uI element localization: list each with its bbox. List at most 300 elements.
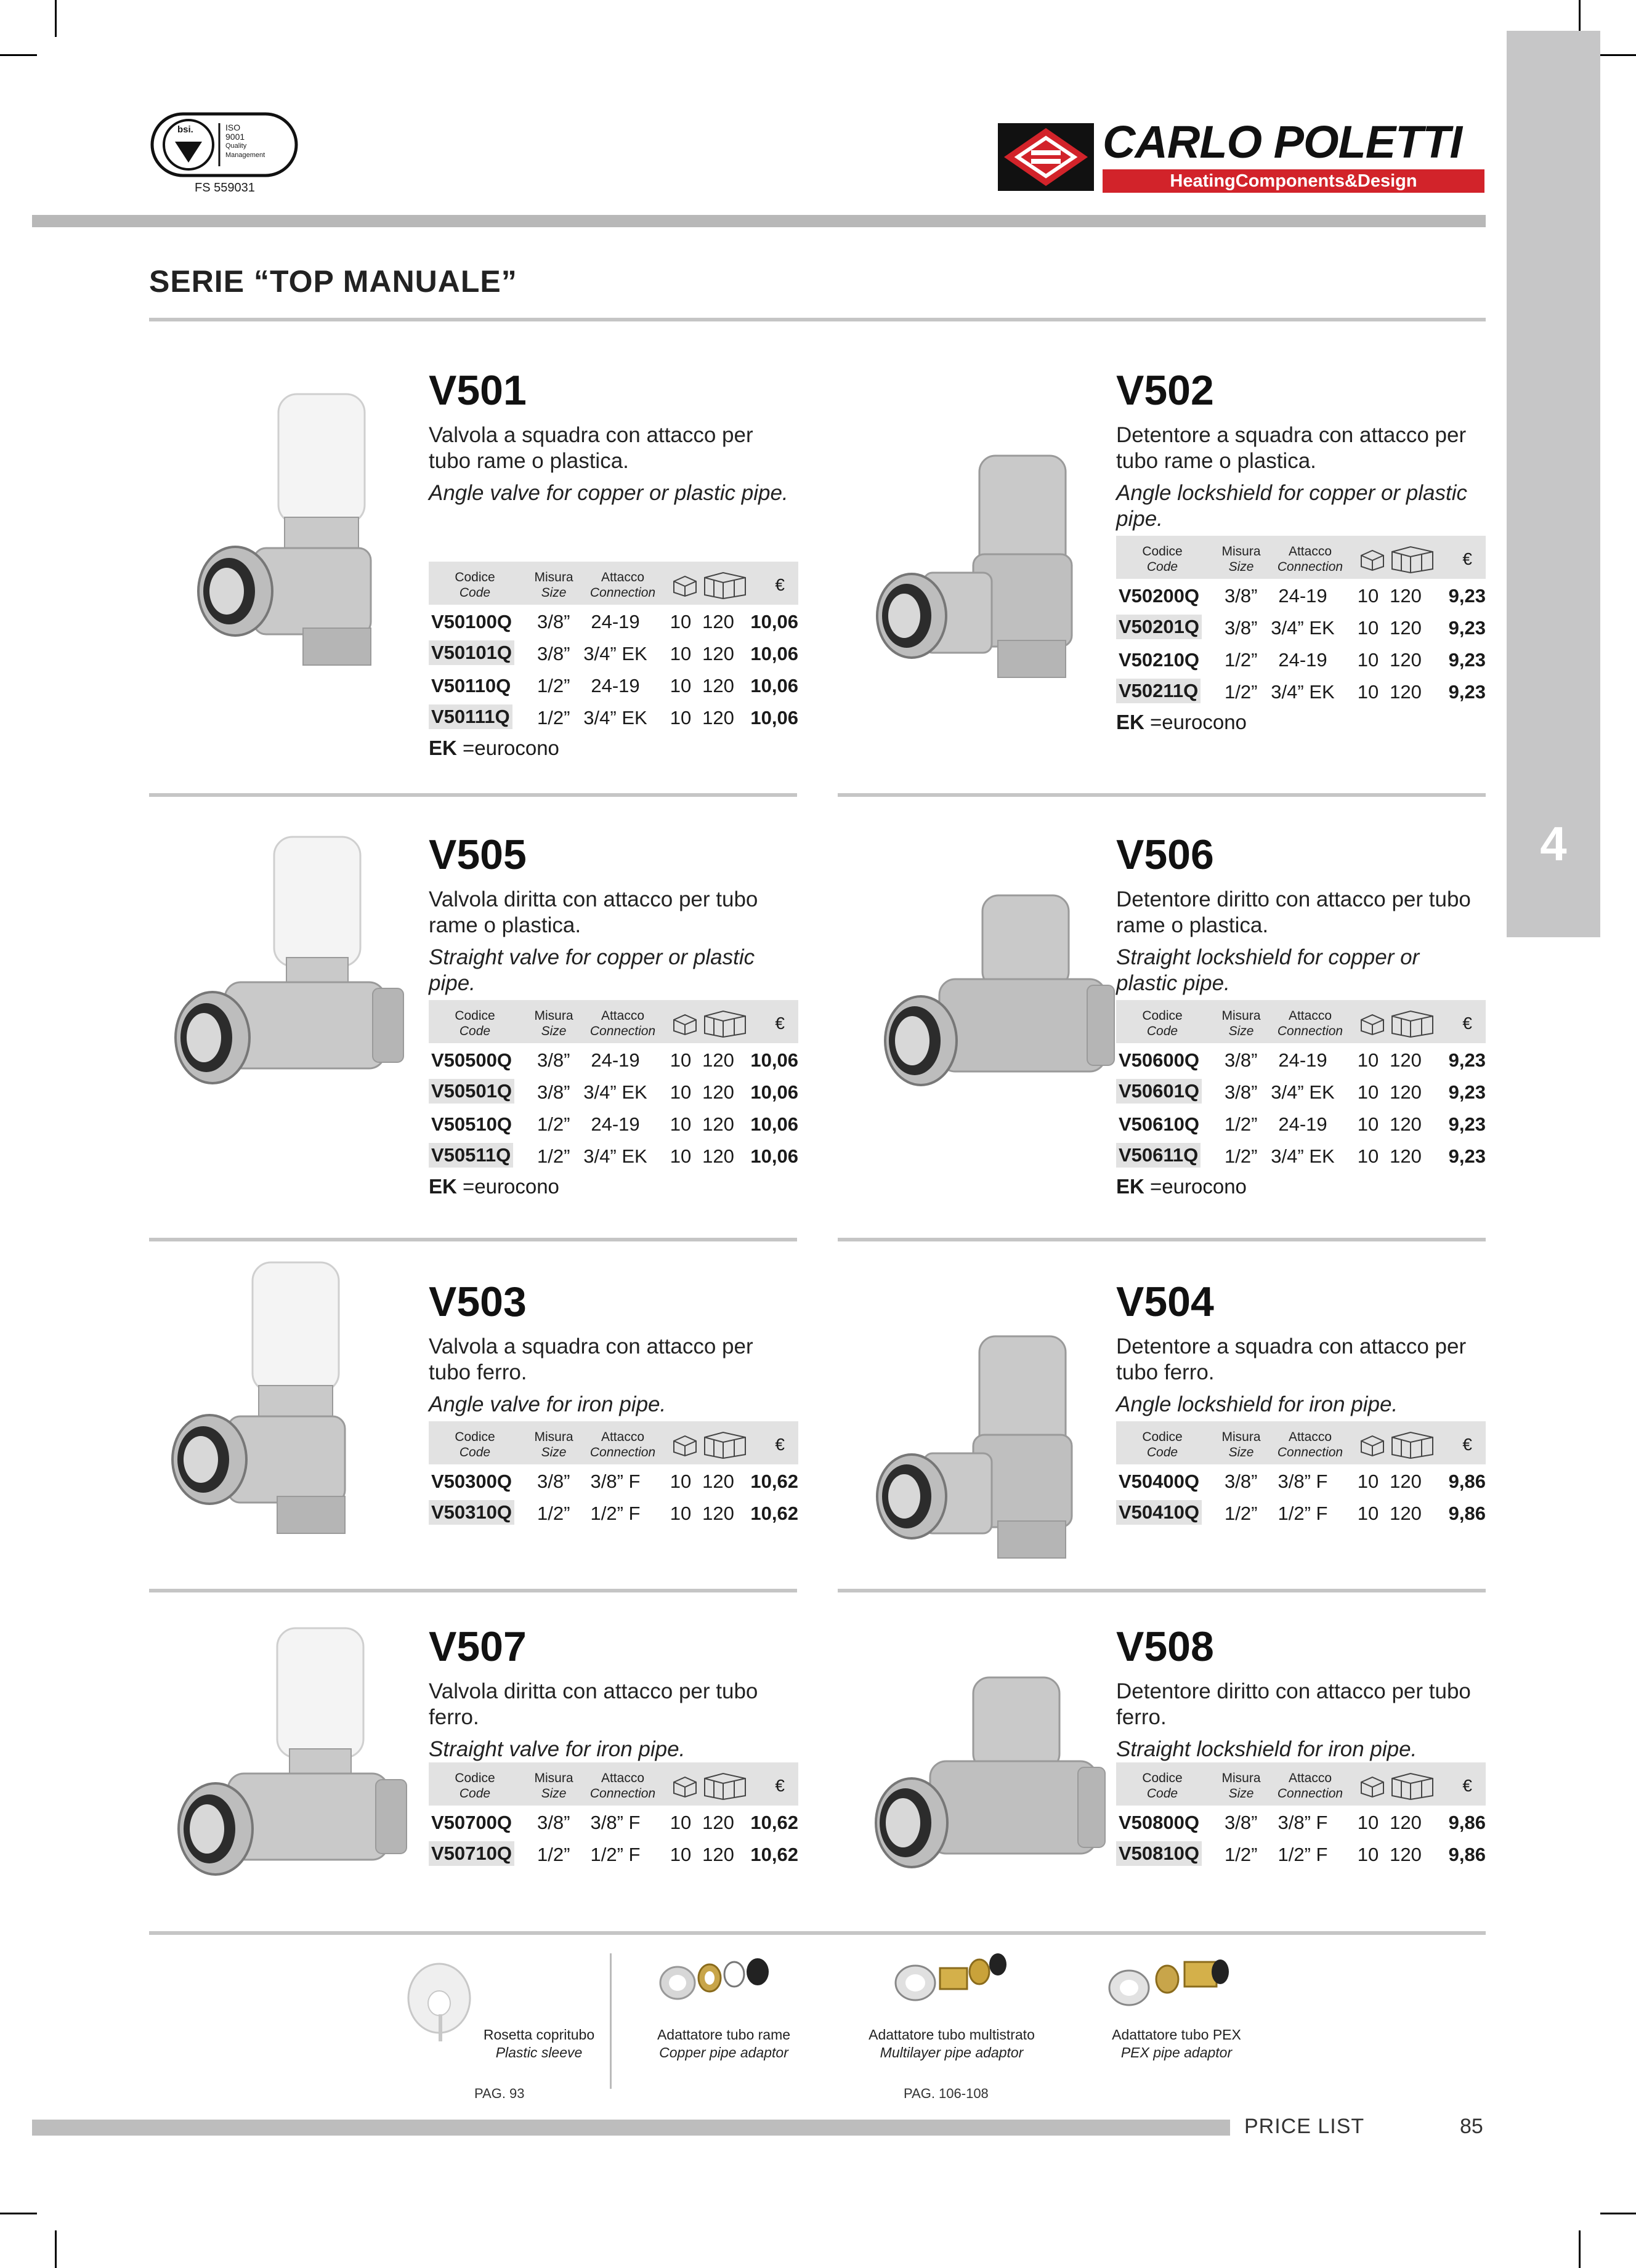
product-code: V50501Q bbox=[429, 1079, 514, 1104]
section-divider-rule bbox=[149, 793, 797, 797]
pack-quantity: 10 bbox=[1357, 1471, 1379, 1492]
pack-quantity: 10 bbox=[670, 643, 692, 664]
small-box-icon bbox=[671, 1775, 696, 1796]
header-connection: Attacco Connection bbox=[1277, 544, 1343, 574]
product-price: 9,23 bbox=[1448, 1049, 1486, 1071]
table-row bbox=[1116, 1464, 1486, 1496]
table-row bbox=[429, 701, 798, 733]
header-connection: Attacco Connection bbox=[1277, 1430, 1343, 1459]
header-size: Misura Size bbox=[1221, 544, 1261, 574]
product-title: V504 bbox=[1116, 1278, 1214, 1325]
header-code: Codice Code bbox=[455, 1430, 495, 1459]
product-size: 3/8” bbox=[537, 1081, 570, 1103]
product-description-en: Angle lockshield for copper or plastic pipe. bbox=[1116, 481, 1468, 531]
product-size: 3/8” bbox=[1225, 1471, 1258, 1492]
table-row bbox=[1116, 1075, 1486, 1107]
product-code: V50211Q bbox=[1116, 679, 1201, 703]
large-box-icon bbox=[702, 1430, 748, 1451]
product-price: 9,23 bbox=[1448, 1113, 1486, 1135]
product-description-it: Detentore diritto con attacco per tubo ferro. bbox=[1116, 1679, 1471, 1729]
pack-quantity: 10 bbox=[1357, 649, 1379, 671]
product-price: 9,86 bbox=[1448, 1471, 1486, 1492]
crop-mark bbox=[55, 0, 57, 37]
product-connection: 3/4” EK bbox=[583, 707, 647, 728]
large-box-icon bbox=[1390, 1771, 1435, 1792]
large-box-icon bbox=[1390, 1009, 1435, 1030]
product-connection: 1/2” F bbox=[1278, 1844, 1328, 1865]
pack-quantity: 10 bbox=[670, 1081, 692, 1103]
product-code: V50110Q bbox=[431, 675, 511, 696]
product-connection: 3/8” F bbox=[1278, 1812, 1328, 1833]
product-code: V50700Q bbox=[431, 1812, 512, 1833]
v502-product-text bbox=[1116, 369, 1486, 532]
header-size: Misura Size bbox=[1221, 1430, 1261, 1459]
product-price: 9,23 bbox=[1448, 649, 1486, 671]
box-quantity: 120 bbox=[1390, 617, 1422, 639]
product-price: 10,62 bbox=[750, 1503, 798, 1524]
product-size: 1/2” bbox=[1225, 1503, 1258, 1524]
v508-product-image bbox=[862, 1675, 1109, 1912]
header-price: € bbox=[775, 1776, 785, 1795]
small-box-icon bbox=[1359, 1012, 1383, 1033]
box-quantity: 120 bbox=[702, 1471, 734, 1492]
box-quantity: 120 bbox=[702, 1844, 734, 1865]
box-quantity: 120 bbox=[1390, 1503, 1422, 1524]
accessory-name-en: PEX pipe adaptor bbox=[1120, 2044, 1233, 2060]
header-size: Misura Size bbox=[534, 570, 573, 600]
price-table-header bbox=[1116, 536, 1486, 579]
product-price: 10,62 bbox=[750, 1812, 798, 1833]
product-description-en: Straight valve for copper or plastic pipe. bbox=[429, 945, 755, 995]
product-code: V50601Q bbox=[1116, 1079, 1202, 1104]
eurocono-note: EK =eurocono bbox=[1116, 711, 1247, 733]
table-row bbox=[1116, 1107, 1486, 1139]
price-table-header bbox=[1116, 1000, 1486, 1043]
product-price: 10,06 bbox=[750, 643, 798, 664]
header-connection: Attacco Connection bbox=[1277, 1009, 1343, 1038]
product-code: V50510Q bbox=[431, 1113, 512, 1135]
accessories-top-rule bbox=[149, 1931, 1486, 1935]
crop-mark bbox=[0, 54, 37, 56]
product-title: V506 bbox=[1116, 831, 1214, 878]
product-price: 10,06 bbox=[750, 675, 798, 696]
product-code: V50111Q bbox=[429, 704, 512, 729]
v504-product-text bbox=[1116, 1278, 1486, 1418]
crop-mark bbox=[55, 2230, 57, 2268]
product-size: 1/2” bbox=[537, 675, 570, 696]
product-size: 1/2” bbox=[1225, 1844, 1258, 1865]
plastic-sleeve-image bbox=[403, 1955, 477, 2048]
table-row bbox=[429, 1838, 798, 1870]
v503-price-table bbox=[429, 1421, 798, 1528]
box-quantity: 120 bbox=[1390, 1113, 1422, 1135]
box-quantity: 120 bbox=[702, 1145, 734, 1167]
product-size: 3/8” bbox=[1225, 585, 1258, 607]
header-code: Codice Code bbox=[1142, 544, 1183, 574]
product-price: 10,06 bbox=[750, 1049, 798, 1071]
product-code: V50300Q bbox=[431, 1471, 512, 1492]
pack-quantity: 10 bbox=[1357, 617, 1379, 639]
product-size: 3/8” bbox=[1225, 1081, 1258, 1103]
v502-price-table bbox=[1116, 536, 1486, 734]
pack-quantity: 10 bbox=[670, 1503, 692, 1524]
product-size: 3/8” bbox=[537, 611, 570, 632]
cert-badge-text: ISO 9001 Quality Management bbox=[225, 123, 265, 159]
table-row bbox=[429, 1107, 798, 1139]
eurocono-note: EK =eurocono bbox=[429, 1175, 559, 1198]
product-description-it: Valvola diritta con attacco per tubo ferro. bbox=[429, 1679, 758, 1729]
header-size: Misura Size bbox=[1221, 1009, 1261, 1038]
table-row bbox=[1116, 643, 1486, 675]
product-code: V50200Q bbox=[1119, 585, 1199, 607]
v505-product-image bbox=[163, 834, 410, 1096]
product-code: V50710Q bbox=[429, 1841, 514, 1866]
product-code: V50611Q bbox=[1116, 1143, 1201, 1168]
product-price: 10,06 bbox=[750, 611, 798, 632]
table-row bbox=[1116, 1043, 1486, 1075]
pack-quantity: 10 bbox=[670, 1113, 692, 1135]
header-price: € bbox=[775, 1014, 785, 1033]
header-price: € bbox=[1462, 1014, 1472, 1033]
section-divider-rule bbox=[838, 1589, 1486, 1592]
pack-quantity: 10 bbox=[670, 1145, 692, 1167]
pack-quantity: 10 bbox=[670, 1049, 692, 1071]
crop-mark bbox=[1600, 2213, 1636, 2214]
product-connection: 1/2” F bbox=[590, 1844, 641, 1865]
product-code: V50100Q bbox=[431, 611, 512, 632]
accessory-name-it: Adattatore tubo PEX bbox=[1112, 2027, 1241, 2043]
large-box-icon bbox=[1390, 544, 1435, 565]
product-connection: 3/4” EK bbox=[1271, 617, 1335, 639]
price-table-header bbox=[429, 1762, 798, 1806]
accessory-name-it: Adattatore tubo rame bbox=[657, 2027, 791, 2043]
v501-product-image bbox=[192, 388, 402, 674]
price-table-header bbox=[429, 1000, 798, 1043]
box-quantity: 120 bbox=[1390, 1471, 1422, 1492]
brand-tagline: HeatingComponents&Design bbox=[1103, 169, 1484, 193]
section-title-rule bbox=[149, 318, 1486, 321]
v503-product-text bbox=[429, 1278, 798, 1418]
accessory-name-it: Adattatore tubo multistrato bbox=[869, 2027, 1035, 2043]
large-box-icon bbox=[702, 570, 748, 591]
product-connection: 24-19 bbox=[1278, 649, 1327, 671]
header-divider-bar bbox=[32, 215, 1486, 227]
small-box-icon bbox=[671, 574, 696, 595]
product-code: V50210Q bbox=[1119, 649, 1199, 671]
product-connection: 3/4” EK bbox=[583, 1081, 647, 1103]
product-size: 1/2” bbox=[537, 1113, 570, 1135]
product-code: V50511Q bbox=[429, 1143, 513, 1168]
product-code: V50101Q bbox=[429, 640, 514, 665]
pack-quantity: 10 bbox=[670, 1471, 692, 1492]
copper-adaptor-image bbox=[659, 1952, 795, 2001]
v507-product-text bbox=[429, 1623, 798, 1762]
header-connection: Attacco Connection bbox=[1277, 1771, 1343, 1801]
table-row bbox=[429, 1139, 798, 1171]
v507-price-table bbox=[429, 1762, 798, 1870]
header-size: Misura Size bbox=[534, 1771, 573, 1801]
v501-price-table bbox=[429, 562, 798, 760]
v504-product-image bbox=[869, 1330, 1078, 1580]
product-connection: 24-19 bbox=[591, 1049, 640, 1071]
box-quantity: 120 bbox=[1390, 585, 1422, 607]
product-connection: 3/4” EK bbox=[1271, 1145, 1335, 1167]
box-quantity: 120 bbox=[1390, 1081, 1422, 1103]
v505-product-text bbox=[429, 831, 798, 996]
small-box-icon bbox=[1359, 1775, 1383, 1796]
box-quantity: 120 bbox=[702, 643, 734, 664]
table-row bbox=[1116, 675, 1486, 707]
chapter-side-tab bbox=[1507, 31, 1600, 937]
table-row bbox=[429, 1496, 798, 1528]
v504-price-table bbox=[1116, 1421, 1486, 1528]
header-code: Codice Code bbox=[1142, 1430, 1183, 1459]
box-quantity: 120 bbox=[702, 1812, 734, 1833]
table-row bbox=[429, 1806, 798, 1838]
section-divider-rule bbox=[838, 793, 1486, 797]
iso-certification-logo bbox=[150, 112, 298, 177]
product-description-en: Angle valve for copper or plastic pipe. bbox=[429, 481, 788, 505]
crop-mark bbox=[1600, 54, 1636, 56]
product-size: 3/8” bbox=[1225, 1049, 1258, 1071]
box-quantity: 120 bbox=[1390, 1844, 1422, 1865]
product-size: 1/2” bbox=[537, 1503, 570, 1524]
brand-logo-mark bbox=[998, 123, 1094, 191]
product-price: 10,06 bbox=[750, 1113, 798, 1135]
header-code: Codice Code bbox=[455, 570, 495, 600]
product-price: 9,23 bbox=[1448, 617, 1486, 639]
table-row bbox=[429, 1075, 798, 1107]
accessory-name-it: Rosetta copritubo bbox=[483, 2027, 595, 2043]
product-connection: 24-19 bbox=[1278, 1113, 1327, 1135]
pack-quantity: 10 bbox=[670, 1844, 692, 1865]
header-connection: Attacco Connection bbox=[589, 570, 656, 600]
product-size: 3/8” bbox=[1225, 617, 1258, 639]
product-connection: 3/4” EK bbox=[583, 1145, 647, 1167]
product-code: V50610Q bbox=[1119, 1113, 1199, 1135]
crop-mark bbox=[0, 2213, 37, 2214]
product-code: V50201Q bbox=[1116, 615, 1202, 639]
header-connection: Attacco Connection bbox=[589, 1430, 656, 1459]
eurocono-note: EK =eurocono bbox=[1116, 1175, 1247, 1198]
accessory-caption bbox=[1087, 2026, 1266, 2062]
footer-label: PRICE LIST bbox=[1244, 2115, 1365, 2138]
product-size: 1/2” bbox=[1225, 1145, 1258, 1167]
header-connection: Attacco Connection bbox=[589, 1771, 656, 1801]
product-connection: 3/4” EK bbox=[1271, 1081, 1335, 1103]
pack-quantity: 10 bbox=[670, 675, 692, 696]
product-price: 10,06 bbox=[750, 707, 798, 728]
box-quantity: 120 bbox=[702, 707, 734, 728]
multilayer-adaptor-image bbox=[893, 1947, 1016, 2003]
product-description-en: Straight lockshield for copper or plastic pipe. bbox=[1116, 945, 1420, 995]
product-price: 9,23 bbox=[1448, 1081, 1486, 1103]
header-connection: Attacco Connection bbox=[589, 1009, 656, 1038]
table-row bbox=[429, 1464, 798, 1496]
product-connection: 24-19 bbox=[591, 675, 640, 696]
product-size: 3/8” bbox=[537, 1471, 570, 1492]
product-description-it: Valvola a squadra con attacco per tubo rame o plastica. bbox=[429, 423, 753, 473]
box-quantity: 120 bbox=[1390, 649, 1422, 671]
v508-product-text bbox=[1116, 1623, 1486, 1762]
product-size: 1/2” bbox=[537, 1145, 570, 1167]
product-size: 1/2” bbox=[1225, 1113, 1258, 1135]
eurocono-note: EK =eurocono bbox=[429, 736, 559, 759]
product-connection: 3/4” EK bbox=[1271, 681, 1335, 703]
v506-product-image bbox=[872, 893, 1118, 1130]
product-price: 10,62 bbox=[750, 1471, 798, 1492]
box-quantity: 120 bbox=[1390, 1812, 1422, 1833]
header-price: € bbox=[1462, 1435, 1472, 1454]
header-code: Codice Code bbox=[1142, 1009, 1183, 1038]
table-row bbox=[1116, 1838, 1486, 1870]
accessory-name-en: Multilayer pipe adaptor bbox=[880, 2044, 1024, 2060]
product-description-it: Detentore diritto con attacco per tubo rame o plastica. bbox=[1116, 887, 1471, 937]
footer-bar bbox=[32, 2120, 1230, 2136]
v505-price-table bbox=[429, 1000, 798, 1198]
box-quantity: 120 bbox=[1390, 1049, 1422, 1071]
product-description-it: Valvola diritta con attacco per tubo rame o plastica. bbox=[429, 887, 758, 937]
product-price: 9,23 bbox=[1448, 681, 1486, 703]
pack-quantity: 10 bbox=[1357, 1049, 1379, 1071]
product-code: V50410Q bbox=[1116, 1500, 1202, 1525]
table-row bbox=[1116, 611, 1486, 643]
product-connection: 24-19 bbox=[591, 1113, 640, 1135]
product-size: 3/8” bbox=[537, 1049, 570, 1071]
chapter-number: 4 bbox=[1540, 817, 1567, 871]
crop-mark bbox=[1579, 2230, 1581, 2268]
large-box-icon bbox=[702, 1009, 748, 1030]
header-size: Misura Size bbox=[1221, 1771, 1261, 1801]
product-price: 10,06 bbox=[750, 1145, 798, 1167]
accessory-caption bbox=[641, 2026, 807, 2062]
product-connection: 3/8” F bbox=[1278, 1471, 1328, 1492]
product-description-it: Detentore a squadra con attacco per tubo ferro. bbox=[1116, 1334, 1467, 1384]
pack-quantity: 10 bbox=[1357, 681, 1379, 703]
header-size: Misura Size bbox=[534, 1009, 573, 1038]
table-row bbox=[429, 669, 798, 701]
v508-price-table bbox=[1116, 1762, 1486, 1870]
product-code: V50310Q bbox=[429, 1500, 514, 1525]
product-title: V502 bbox=[1116, 367, 1214, 414]
product-title: V503 bbox=[429, 1278, 527, 1325]
pack-quantity: 10 bbox=[670, 1812, 692, 1833]
pack-quantity: 10 bbox=[1357, 1812, 1379, 1833]
table-row bbox=[429, 605, 798, 637]
price-table-header bbox=[429, 562, 798, 605]
product-code: V50600Q bbox=[1119, 1049, 1199, 1071]
product-code: V50500Q bbox=[431, 1049, 512, 1071]
box-quantity: 120 bbox=[702, 1113, 734, 1135]
product-size: 1/2” bbox=[537, 1844, 570, 1865]
accessory-name-en: Plastic sleeve bbox=[495, 2044, 583, 2060]
product-size: 3/8” bbox=[1225, 1812, 1258, 1833]
page-number: 85 bbox=[1460, 2115, 1483, 2138]
box-quantity: 120 bbox=[702, 1049, 734, 1071]
header-price: € bbox=[775, 1435, 785, 1454]
v502-product-image bbox=[869, 450, 1078, 699]
large-box-icon bbox=[702, 1771, 748, 1792]
small-box-icon bbox=[1359, 548, 1383, 569]
box-quantity: 120 bbox=[702, 1503, 734, 1524]
product-price: 9,86 bbox=[1448, 1844, 1486, 1865]
small-box-icon bbox=[671, 1434, 696, 1455]
cert-code: FS 559031 bbox=[195, 181, 255, 195]
product-description-it: Valvola a squadra con attacco per tubo ferro. bbox=[429, 1334, 753, 1384]
product-code: V50810Q bbox=[1116, 1841, 1202, 1866]
product-price: 9,23 bbox=[1448, 585, 1486, 607]
box-quantity: 120 bbox=[1390, 1145, 1422, 1167]
header-price: € bbox=[1462, 1776, 1472, 1795]
page-ref-adaptors: PAG. 106-108 bbox=[904, 2086, 989, 2101]
v501-product-text bbox=[429, 369, 798, 506]
product-price: 9,23 bbox=[1448, 1145, 1486, 1167]
small-box-icon bbox=[671, 1012, 696, 1033]
small-box-icon bbox=[1359, 1434, 1383, 1455]
pack-quantity: 10 bbox=[1357, 1844, 1379, 1865]
product-code: V50400Q bbox=[1119, 1471, 1199, 1492]
product-price: 10,62 bbox=[750, 1844, 798, 1865]
product-title: V505 bbox=[429, 831, 527, 878]
header-code: Codice Code bbox=[455, 1009, 495, 1038]
pex-adaptor-image bbox=[1106, 1947, 1241, 2009]
accessory-caption bbox=[850, 2026, 1053, 2062]
table-row bbox=[1116, 579, 1486, 611]
product-description-en: Angle valve for iron pipe. bbox=[429, 1392, 666, 1416]
box-quantity: 120 bbox=[702, 611, 734, 632]
cert-badge-bsi: bsi. bbox=[177, 124, 193, 135]
v506-product-text bbox=[1116, 831, 1486, 996]
product-connection: 24-19 bbox=[1278, 585, 1327, 607]
product-description-en: Straight valve for iron pipe. bbox=[429, 1737, 686, 1761]
product-price: 10,06 bbox=[750, 1081, 798, 1103]
product-title: V507 bbox=[429, 1623, 527, 1670]
product-connection: 24-19 bbox=[1278, 1049, 1327, 1071]
v506-price-table bbox=[1116, 1000, 1486, 1198]
section-title: SERIE “TOP MANUALE” bbox=[149, 264, 517, 299]
header-price: € bbox=[1462, 549, 1472, 568]
product-size: 1/2” bbox=[1225, 681, 1258, 703]
header-price: € bbox=[775, 575, 785, 594]
accessories-divider bbox=[610, 1953, 612, 2089]
product-description-en: Straight lockshield for iron pipe. bbox=[1116, 1737, 1417, 1761]
header-code: Codice Code bbox=[455, 1771, 495, 1801]
product-price: 9,86 bbox=[1448, 1812, 1486, 1833]
product-connection: 1/2” F bbox=[1278, 1503, 1328, 1524]
product-title: V501 bbox=[429, 367, 527, 414]
v503-product-image bbox=[166, 1256, 376, 1543]
table-row bbox=[429, 1043, 798, 1075]
header-code: Codice Code bbox=[1142, 1771, 1183, 1801]
page-ref-sleeve: PAG. 93 bbox=[474, 2086, 525, 2101]
product-price: 9,86 bbox=[1448, 1503, 1486, 1524]
product-description-en: Angle lockshield for iron pipe. bbox=[1116, 1392, 1398, 1416]
table-row bbox=[429, 637, 798, 669]
product-size: 3/8” bbox=[537, 643, 570, 664]
product-connection: 3/8” F bbox=[590, 1812, 641, 1833]
product-size: 1/2” bbox=[537, 707, 570, 728]
section-divider-rule bbox=[149, 1589, 797, 1592]
pack-quantity: 10 bbox=[1357, 1081, 1379, 1103]
table-row bbox=[1116, 1496, 1486, 1528]
accessory-name-en: Copper pipe adaptor bbox=[659, 2044, 788, 2060]
pack-quantity: 10 bbox=[1357, 1503, 1379, 1524]
pack-quantity: 10 bbox=[670, 611, 692, 632]
accessory-caption bbox=[468, 2026, 610, 2062]
product-connection: 3/8” F bbox=[590, 1471, 641, 1492]
header-size: Misura Size bbox=[534, 1430, 573, 1459]
product-size: 3/8” bbox=[537, 1812, 570, 1833]
